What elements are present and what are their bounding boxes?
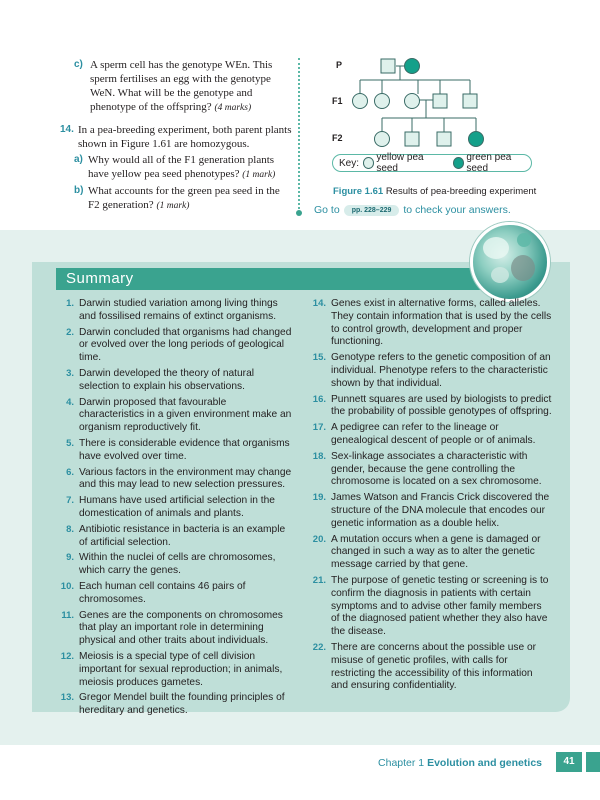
pedigree-female-yellow [375, 132, 390, 147]
question-14a [60, 153, 292, 182]
summary-item: 22. There are concerns about the possible use or misuse of genetic profiles, with calls for restricting the accessibility of this information and ensuring confidentiality. [312, 641, 537, 692]
pedigree-female-green [405, 59, 420, 74]
summary-item: 18. Sex-linkage associates a characteristic with gender, because the gene controlling the chromosome is located on a sex chromosome. [312, 450, 542, 488]
question-label: 14. [60, 124, 74, 135]
summary-heading: Summary [56, 268, 486, 290]
pages-link[interactable]: pp. 228–229 [344, 205, 400, 216]
pedigree-female-yellow [405, 94, 420, 109]
figure-number: Figure 1.61 [333, 186, 384, 197]
marks-label: (1 mark) [156, 201, 190, 211]
question-text: What accounts for the green pea seed in the F2 generation? (1 mark) [88, 185, 280, 211]
summary-item: 19. James Watson and Francis Crick discovered the structure of the DNA molecule that encodes our genetic information as a double helix. [312, 492, 550, 529]
questions-block [60, 58, 292, 215]
yellow-seed-icon [363, 157, 374, 169]
summary-item: 13. Gregor Mendel built the founding principles of hereditary and genetics. [60, 692, 285, 717]
pedigree-male-yellow [463, 94, 477, 108]
summary-column-right [304, 298, 552, 696]
summary-column-left [52, 298, 292, 721]
page-number: 41 [556, 752, 582, 772]
dotted-divider [298, 58, 300, 213]
summary-item: 11. Genes are the components on chromosomes that play an important role in determining physical and other traits about individuals. [61, 609, 283, 647]
key-green-label: green pea seed [466, 152, 512, 174]
goto-prefix: Go to [314, 204, 340, 216]
figure-caption [333, 186, 536, 197]
summary-item: 20. A mutation occurs when a gene is damaged or changed in such a way as to alter the genetic message carried by that gene. [312, 533, 541, 571]
question-label: b) [74, 185, 84, 196]
pedigree-male-yellow [405, 132, 419, 146]
summary-item: 4. Darwin proposed that favourable characteristics in a given environment make an organism reproductively fit. [66, 396, 292, 434]
summary-item: 12. Meiosis is a special type of cell division important for sexual reproduction; in animals, meiosis produces gametes. [60, 650, 283, 688]
generation-label-f2: F2 [332, 133, 343, 143]
pedigree-female-green [469, 132, 484, 147]
generation-label-p: P [336, 60, 343, 70]
microscope-photo-image [470, 222, 550, 302]
divider-end-dot [296, 210, 302, 216]
summary-item: 8. Antibiotic resistance in bacteria is an example of artificial selection. [66, 523, 286, 548]
summary-item: 3. Darwin developed the theory of natural selection to explain his observations. [66, 367, 254, 392]
question-14b [60, 184, 292, 213]
summary-item: 5. There is considerable evidence that organisms have evolved over time. [66, 437, 290, 462]
summary-item: 6. Various factors in the environment may change and this may lead to new selection pressures. [66, 466, 292, 491]
summary-item: 1. Darwin studied variation among living things and fossilised remains of extinct organisms. [66, 298, 278, 322]
answers-reference [314, 204, 511, 216]
pedigree-male-yellow [381, 59, 395, 73]
marks-label: (1 mark) [242, 170, 276, 180]
question-text: Why would all of the F1 generation plants have yellow pea seed phenotypes? (1 mark) [88, 154, 276, 180]
key-label: Key: [339, 157, 360, 169]
summary-item: 14. Genes exist in alternative forms, called alleles. They contain information that is used by the cells to control growth, development and proper functioning. [312, 298, 552, 348]
summary-item: 21. The purpose of genetic testing or screening is to confirm the diagnosis in patients with certain symptoms and to advise other family members of the diagnosed patient whether they also have the disease. [312, 574, 549, 638]
chapter-title: Evolution and genetics [427, 757, 542, 769]
question-label: a) [74, 154, 83, 165]
summary-item: 17. A pedigree can refer to the lineage or genealogical descent of people or of animals. [312, 422, 536, 446]
key-yellow-label: yellow pea seed [376, 152, 424, 174]
generation-label-f1: F1 [332, 96, 343, 106]
marks-label: (4 marks) [214, 103, 252, 113]
pedigree-male-yellow [437, 132, 451, 146]
summary-item: 9. Within the nuclei of cells are chromosomes, which carry the genes. [66, 552, 276, 577]
chapter-footer [378, 757, 542, 769]
pedigree-male-yellow [433, 94, 447, 108]
footer-rule [586, 752, 600, 772]
question-text: A sperm cell has the genotype WEn. This sperm fertilises an egg with the genotype WeN. What will be the genotype and phenotype of the offspring? (4 marks) [90, 59, 273, 113]
summary-item: 10. Each human cell contains 46 pairs of chromosomes. [60, 580, 246, 605]
figure-caption-text: Results of pea-breeding experiment [385, 186, 537, 197]
green-seed-icon [453, 157, 464, 169]
question-label: c) [74, 59, 83, 70]
question-text: In a pea-breeding experiment, both parent plants shown in Figure 1.61 are homozygous. [78, 124, 292, 150]
summary-item: 16. Punnett squares are used by biologists to predict the probability of possible genotypes of offspring. [312, 393, 552, 418]
question-13c [60, 58, 292, 115]
question-14 [60, 123, 292, 151]
figure-key [332, 154, 532, 172]
chapter-number: Chapter 1 [378, 757, 425, 769]
summary-item: 2. Darwin concluded that organisms had changed or evolved over the long periods of geological time. [66, 326, 292, 364]
goto-suffix: to check your answers. [403, 204, 511, 216]
summary-item: 15. Genotype refers to the genetic composition of an individual. Phenotype refers to the characteristic shown by that individual. [312, 352, 551, 389]
summary-item: 7. Humans have used artificial selection in the domestication of animals and plants. [66, 495, 275, 519]
pedigree-female-yellow [375, 94, 390, 109]
pedigree-female-yellow [353, 94, 368, 109]
